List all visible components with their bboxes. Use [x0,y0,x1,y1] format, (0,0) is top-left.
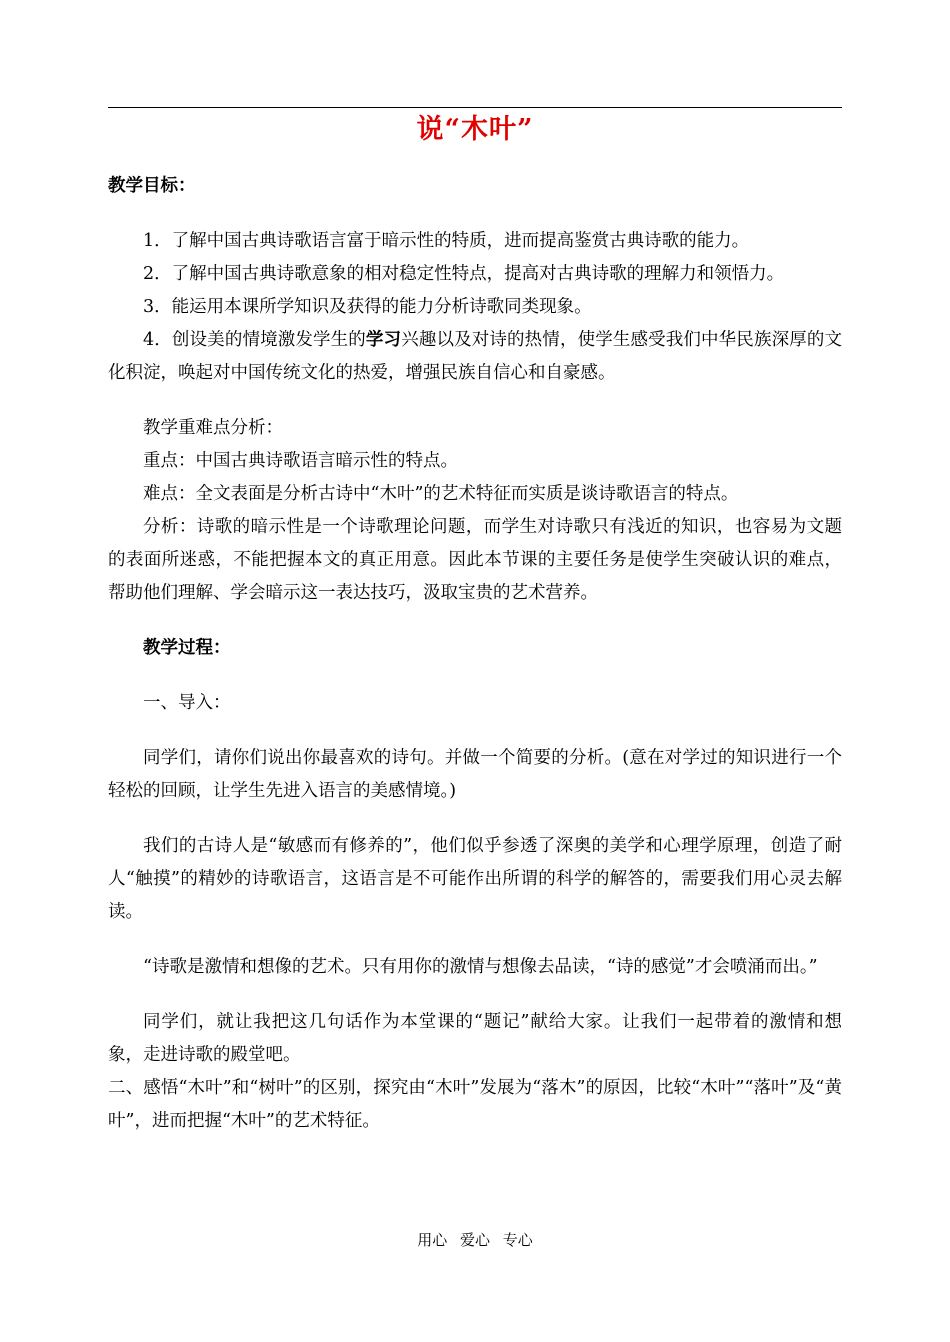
key-point: 重点：中国古典诗歌语言暗示性的特点。 [143,451,458,471]
section-2-heading: 二、感悟“木叶”和“树叶”的区别，探究由“木叶”发展为“落木”的原因，比较“木叶”“落叶”及“黄叶”，进而把握“木叶”的艺术特征。 [108,1078,842,1131]
process-heading: 教学过程： [143,638,231,658]
intro-paragraph-1: 同学们，请你们说出你最喜欢的诗句。并做一个简要的分析。(意在对学过的知识进行一个轻松的回顾，让学生先进入语言的美感情境。) [108,748,842,801]
objective-4-bold: 学习 [365,330,402,350]
page-footer: 用心 爱心 专心 [417,1231,533,1249]
document-title: 说“木叶” [416,114,534,145]
objective-1: 1．了解中国古典诗歌语言富于暗示性的特质，进而提高鉴赏古典诗歌的能力。 [143,231,750,251]
objective-2: 2．了解中国古典诗歌意象的相对稳定性特点，提高对古典诗歌的理解力和领悟力。 [143,264,785,284]
intro-paragraph-3: “诗歌是激情和想像的艺术。只有用你的激情与想像去品读，“诗的感觉”才会喷涌而出。” [143,957,818,977]
difficult-point: 难点：全文表面是分析古诗中“木叶”的艺术特征而实质是谈诗歌语言的特点。 [143,484,739,504]
analysis-paragraph: 分析：诗歌的暗示性是一个诗歌理论问题，而学生对诗歌只有浅近的知识，也容易为文题的表面所迷惑，不能把握本文的真正用意。因此本节课的主要任务是使学生突破认识的难点，帮助他们理解、学会暗示这一表达技巧，汲取宝贵的艺术营养。 [108,517,842,603]
objectives-heading: 教学目标： [108,176,196,196]
objective-4 [108,324,842,390]
objective-4-before: 4．创设美的情境激发学生的 [143,330,366,350]
document-body [108,170,842,1138]
intro-paragraph-2: 我们的古诗人是“敏感而有修养的”，他们似乎参透了深奥的美学和心理学原理，创造了耐人“触摸”的精妙的诗歌语言，这语言是不可能作出所谓的科学的解答的，需要我们用心灵去解读。 [108,836,842,922]
intro-paragraph-4: 同学们，就让我把这几句话作为本堂课的“题记”献给大家。让我们一起带着的激情和想象，走进诗歌的殿堂吧。 [108,1012,842,1065]
analysis-heading: 教学重难点分析： [143,418,283,438]
objective-4-after: 兴趣以及对诗的热情，使学生感受我们中华民族深厚的文化积淀，唤起对中国传统文化的热爱，增强民族自信心和自豪感。 [108,330,842,383]
section-1-heading: 一、导入： [143,693,231,713]
objective-3: 3．能运用本课所学知识及获得的能力分析诗歌同类现象。 [143,297,592,317]
header-rule [108,107,842,108]
